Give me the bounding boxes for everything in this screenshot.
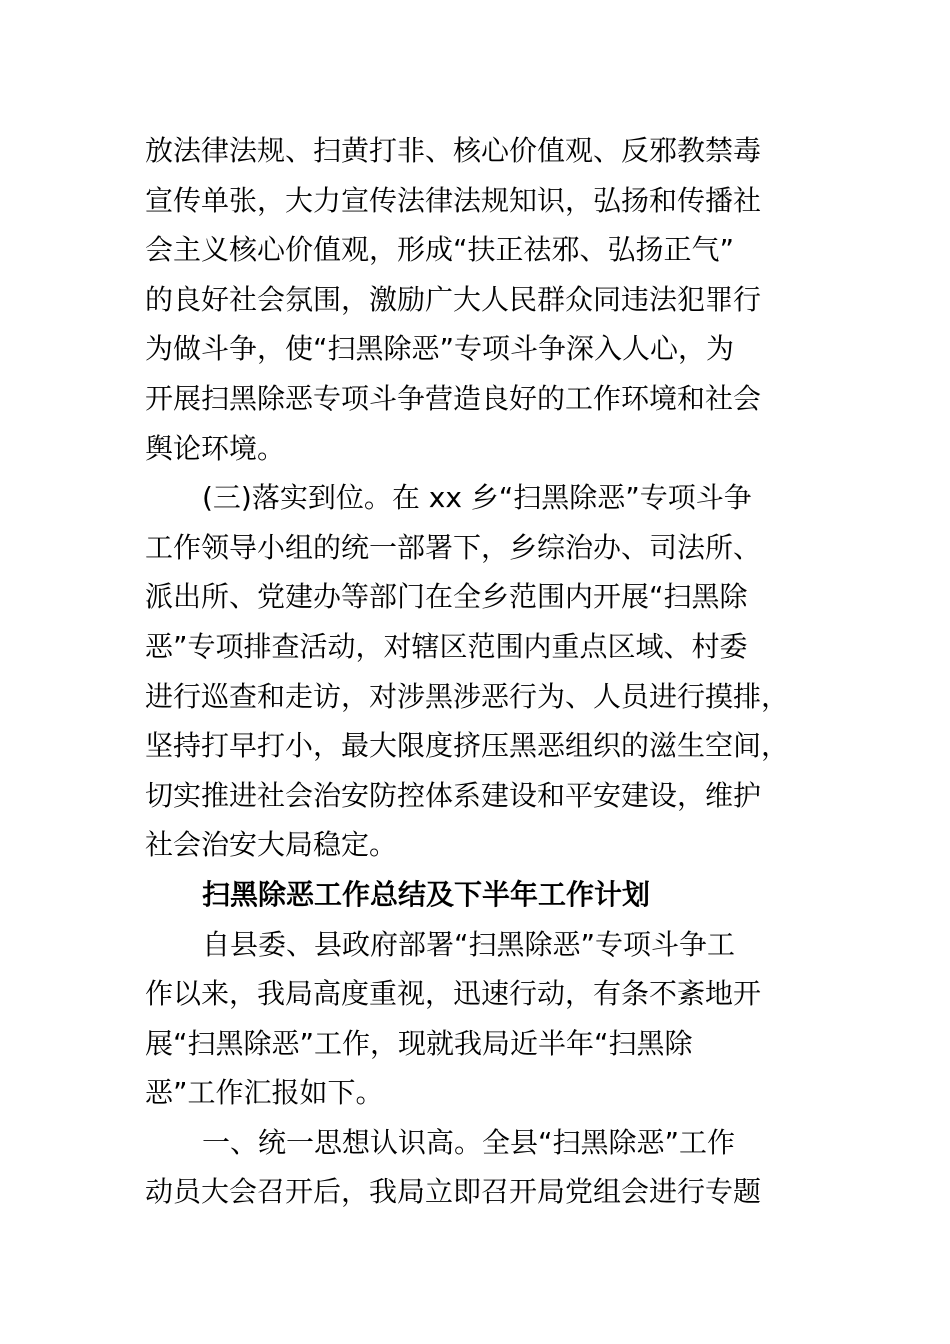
paragraph-line: 舆论环境。 [145, 431, 286, 465]
paragraph-line: 的良好社会氛围，激励广大人民群众同违法犯罪行 [145, 282, 762, 316]
paragraph-line: 恶”专项排查活动，对辖区范围内重点区域、村委 [145, 629, 748, 663]
paragraph-line: 切实推进社会治安防控体系建设和平安建设，维护 [145, 778, 762, 812]
paragraph-line: 派出所、党建办等部门在全乡范围内开展“扫黑除 [145, 580, 748, 614]
paragraph-line: 一、统一思想认识高。全县“扫黑除恶”工作 [202, 1125, 736, 1159]
paragraph-line: 作以来，我局高度重视，迅速行动，有条不紊地开 [145, 977, 762, 1011]
paragraph-line: 会主义核心价值观，形成“扶正祛邪、弘扬正气” [145, 233, 735, 267]
paragraph-line: (三)落实到位。在 xx 乡“扫黑除恶”专项斗争 [202, 481, 752, 515]
document-body [145, 126, 795, 1217]
paragraph-line: 工作领导小组的统一部署下，乡综治办、司法所、 [145, 530, 762, 564]
paragraph-line: 自县委、县政府部署“扫黑除恶”专项斗争工 [202, 927, 736, 961]
paragraph-line: 为做斗争，使“扫黑除恶”专项斗争深入人心，为 [145, 332, 735, 366]
paragraph-line: 宣传单张，大力宣传法律法规知识，弘扬和传播社 [145, 183, 762, 217]
section-heading: 扫黑除恶工作总结及下半年工作计划 [202, 877, 651, 911]
paragraph-line: 坚持打早打小，最大限度挤压黑恶组织的滋生空间， [145, 729, 790, 763]
paragraph-line: 展“扫黑除恶”工作，现就我局近半年“扫黑除 [145, 1026, 693, 1060]
paragraph-line: 恶”工作汇报如下。 [145, 1076, 384, 1110]
paragraph-line: 动员大会召开后，我局立即召开局党组会进行专题 [145, 1175, 762, 1209]
paragraph-line: 放法律法规、扫黄打非、核心价值观、反邪教禁毒 [145, 134, 762, 167]
paragraph-line: 开展扫黑除恶专项斗争营造良好的工作环境和社会 [145, 381, 762, 415]
paragraph-line: 进行巡查和走访，对涉黑涉恶行为、人员进行摸排， [145, 679, 790, 713]
paragraph-line: 社会治安大局稳定。 [145, 828, 398, 862]
